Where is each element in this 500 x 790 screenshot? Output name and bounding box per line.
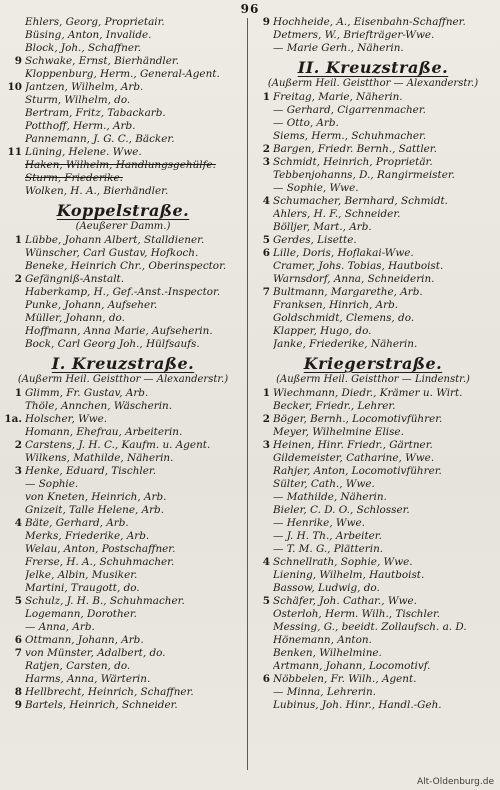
- resident-name: Glimm, Fr. Gustav, Arb.: [25, 387, 149, 399]
- resident-name: Freitag, Marie, Näherin.: [273, 91, 403, 103]
- resident-name: Frerse, H. A., Schuhmacher.: [25, 556, 175, 568]
- directory-entry: [4, 608, 242, 621]
- resident-name: Sülter, Cath., Wwe.: [273, 478, 375, 490]
- directory-entry: [4, 247, 242, 260]
- directory-entry: [252, 208, 494, 221]
- street-heading: I. Kreuzstraße.: [51, 354, 195, 373]
- resident-name: Osterloh, Herm. Wilh., Tischler.: [273, 608, 441, 620]
- resident-name: Goldschmidt, Clemens, do.: [273, 312, 415, 324]
- directory-entry: [252, 543, 494, 556]
- house-number: 4: [262, 195, 270, 207]
- resident-name: Bertram, Fritz, Tabackarb.: [25, 107, 166, 119]
- house-number: 5: [262, 234, 270, 246]
- resident-name: Schnellrath, Sophie, Wwe.: [273, 556, 413, 568]
- resident-name: Ahlers, H. F., Schneider.: [273, 208, 401, 220]
- resident-name: Schwake, Ernst, Bierhändler.: [25, 55, 180, 67]
- directory-entry: [4, 582, 242, 595]
- resident-name: — Otto, Arb.: [273, 117, 339, 129]
- resident-name: Bäte, Gerhard, Arb.: [25, 517, 129, 529]
- house-number: 2: [262, 413, 270, 425]
- directory-entry: [252, 169, 494, 182]
- directory-entry: [4, 68, 242, 81]
- street-subtitle: (Außerm Heil. Geistthor — Alexanderstr.): [267, 78, 479, 89]
- directory-entry: [4, 159, 242, 172]
- resident-name: Hochheide, A., Eisenbahn-Schaffner.: [273, 16, 466, 28]
- street-heading: II. Kreuzstraße.: [297, 58, 449, 77]
- directory-entry: [252, 478, 494, 491]
- column-divider: [247, 18, 248, 770]
- house-number: 1: [14, 387, 22, 399]
- directory-entry: [252, 182, 494, 195]
- resident-name: Bock, Carl Georg Joh., Hülfsaufs.: [25, 338, 200, 350]
- house-number: 1: [14, 234, 22, 246]
- resident-name: — Sophie.: [25, 478, 79, 490]
- directory-entry: [4, 146, 242, 159]
- directory-entry: [4, 286, 242, 299]
- directory-entry: [252, 91, 494, 104]
- directory-entry: [4, 452, 242, 465]
- directory-entry: [4, 338, 242, 351]
- resident-name: Bartels, Heinrich, Schneider.: [25, 699, 178, 711]
- resident-name: Wilkens, Mathilde, Näherin.: [25, 452, 174, 464]
- house-number: 3: [262, 156, 270, 168]
- resident-name: Harms, Anna, Wärterin.: [25, 673, 151, 685]
- directory-entry: [252, 42, 494, 55]
- resident-name: Bassow, Ludwig, do.: [273, 582, 380, 594]
- resident-name: Hönemann, Anton.: [273, 634, 372, 646]
- resident-name: Punke, Johann, Aufseher.: [25, 299, 158, 311]
- resident-name: Lubinus, Joh. Hinr., Handl.-Geh.: [273, 699, 442, 711]
- house-number: 5: [262, 595, 270, 607]
- directory-entry: [4, 107, 242, 120]
- resident-name: Nöbbelen, Fr. Wilh., Agent.: [273, 673, 417, 685]
- directory-entry: [4, 491, 242, 504]
- directory-entry: [252, 400, 494, 413]
- directory-entry: [4, 273, 242, 286]
- directory-entry: [252, 104, 494, 117]
- resident-name: Benken, Wilhelmine.: [273, 647, 382, 659]
- resident-name: Gerdes, Lisette.: [273, 234, 357, 246]
- directory-entry: [252, 221, 494, 234]
- resident-name: Schäfer, Joh. Cathar., Wwe.: [273, 595, 417, 607]
- directory-entry: [4, 595, 242, 608]
- resident-name: Böger, Bernh., Locomotivführer.: [273, 413, 443, 425]
- page-number: 96: [240, 2, 260, 16]
- resident-name: — J. H. Th., Arbeiter.: [273, 530, 382, 542]
- resident-name: — Mathilde, Näherin.: [273, 491, 387, 503]
- resident-name: Rahjer, Anton, Locomotivführer.: [273, 465, 442, 477]
- directory-entry: [252, 312, 494, 325]
- directory-entry: [252, 556, 494, 569]
- house-number: 1: [262, 387, 270, 399]
- directory-entry: [252, 338, 494, 351]
- resident-name: Müller, Johann, do.: [25, 312, 125, 324]
- directory-entry: [4, 55, 242, 68]
- directory-entry: [252, 195, 494, 208]
- directory-entry: [4, 260, 242, 273]
- resident-name: Ratjen, Carsten, do.: [25, 660, 131, 672]
- house-number: 6: [262, 673, 270, 685]
- resident-name: Sturm, Wilhelm, do.: [25, 94, 131, 106]
- directory-entry: [252, 673, 494, 686]
- resident-name: Holscher, Wwe.: [25, 413, 108, 425]
- house-number: 3: [14, 465, 22, 477]
- resident-name: Schumacher, Bernhard, Schmidt.: [273, 195, 448, 207]
- resident-name: Potthoff, Herm., Arb.: [25, 120, 136, 132]
- resident-name: Carstens, J. H. C., Kaufm. u. Agent.: [25, 439, 211, 451]
- resident-name: Jelke, Albin, Musiker.: [25, 569, 138, 581]
- resident-name: Bargen, Friedr. Bernh., Sattler.: [273, 143, 437, 155]
- directory-entry: [252, 582, 494, 595]
- resident-name: Haken, Wilhelm, Handlungsgehülfe.: [25, 159, 216, 171]
- resident-name: Pannemann, J. G. C., Bäcker.: [25, 133, 175, 145]
- directory-entry: [4, 543, 242, 556]
- resident-name: Haberkamp, H., Gef.-Anst.-Inspector.: [25, 286, 221, 298]
- resident-name: Ehlers, Georg, Proprietair.: [25, 16, 165, 28]
- resident-name: Henke, Eduard, Tischler.: [25, 465, 156, 477]
- resident-name: Homann, Ehefrau, Arbeiterin.: [25, 426, 183, 438]
- directory-entry: [252, 465, 494, 478]
- directory-entry: [4, 94, 242, 107]
- resident-name: Logemann, Dorother.: [25, 608, 137, 620]
- directory-entry: [4, 504, 242, 517]
- resident-name: Block, Joh., Schaffner.: [25, 42, 142, 54]
- directory-entry: [4, 81, 242, 94]
- resident-name: Lübbe, Johann Albert, Stalldiener.: [25, 234, 205, 246]
- house-number: 6: [14, 634, 22, 646]
- directory-entry: [4, 42, 242, 55]
- directory-entry: [252, 260, 494, 273]
- resident-name: Janke, Friederike, Näherin.: [273, 338, 418, 350]
- resident-name: Klapper, Hugo, do.: [273, 325, 372, 337]
- directory-entry: [252, 117, 494, 130]
- resident-name: Martini, Traugott, do.: [25, 582, 140, 594]
- resident-name: Bölljer, Mart., Arb.: [273, 221, 372, 233]
- resident-name: von Kneten, Heinrich, Arb.: [25, 491, 167, 503]
- directory-entry: [4, 325, 242, 338]
- resident-name: Detmers, W., Briefträger-Wwe.: [273, 29, 435, 41]
- house-number: 3: [262, 439, 270, 451]
- house-number: 2: [14, 439, 22, 451]
- house-number: 10: [7, 81, 22, 93]
- resident-name: Lüning, Helene. Wwe.: [25, 146, 142, 158]
- directory-entry: [252, 130, 494, 143]
- directory-entry: [252, 569, 494, 582]
- directory-entry: [4, 569, 242, 582]
- resident-name: Lille, Doris, Hoflakai-Wwe.: [273, 247, 414, 259]
- directory-entry: [4, 413, 242, 426]
- house-number: 7: [14, 647, 22, 659]
- resident-name: Schmidt, Heinrich, Proprietär.: [273, 156, 433, 168]
- house-number: 1a.: [4, 413, 22, 425]
- directory-entry: [252, 608, 494, 621]
- directory-entry: [252, 686, 494, 699]
- directory-entry: [4, 478, 242, 491]
- directory-entry: [252, 452, 494, 465]
- house-number: 5: [14, 595, 22, 607]
- directory-entry: [4, 185, 242, 198]
- resident-name: Hellbrecht, Heinrich, Schaffner.: [25, 686, 194, 698]
- street-heading: Kriegerstraße.: [303, 354, 443, 373]
- resident-name: Gildemeister, Catharine, Wwe.: [273, 452, 435, 464]
- resident-name: — Minna, Lehrerin.: [273, 686, 376, 698]
- resident-name: Warnsdorf, Anna, Schneiderin.: [273, 273, 435, 285]
- resident-name: — T. M. G., Plätterin.: [273, 543, 384, 555]
- resident-name: Gefängniß-Anstalt.: [25, 273, 125, 285]
- directory-entry: [252, 387, 494, 400]
- resident-name: Liening, Wilhelm, Hautboist.: [273, 569, 425, 581]
- directory-entry: [4, 686, 242, 699]
- directory-entry: [252, 699, 494, 712]
- directory-entry: [252, 234, 494, 247]
- resident-name: Kloppenburg, Herm., General-Agent.: [25, 68, 220, 80]
- directory-entry: [252, 504, 494, 517]
- house-number: 4: [262, 556, 270, 568]
- directory-entry: [252, 439, 494, 452]
- resident-name: Ottmann, Johann, Arb.: [25, 634, 144, 646]
- resident-name: Thöle, Annchen, Wäscherin.: [25, 400, 173, 412]
- resident-name: Wiechmann, Diedr., Krämer u. Wirt.: [273, 387, 463, 399]
- resident-name: Bieler, C. D. O., Schlosser.: [273, 504, 410, 516]
- right-column: [252, 16, 494, 712]
- left-column: [4, 16, 242, 712]
- directory-entry: [252, 426, 494, 439]
- resident-name: Beneke, Heinrich Chr., Oberinspector.: [25, 260, 227, 272]
- house-number: 9: [262, 16, 270, 28]
- directory-entry: [4, 647, 242, 660]
- resident-name: Tebbenjohanns, D., Rangirmeister.: [273, 169, 455, 181]
- directory-entry: [252, 491, 494, 504]
- directory-entry: [252, 413, 494, 426]
- resident-name: Welau, Anton, Postschaffner.: [25, 543, 176, 555]
- directory-entry: [252, 29, 494, 42]
- directory-entry: [4, 426, 242, 439]
- directory-entry: [4, 29, 242, 42]
- directory-entry: [4, 299, 242, 312]
- directory-entry: [4, 673, 242, 686]
- directory-entry: [4, 621, 242, 634]
- watermark: Alt-Oldenburg.de: [416, 777, 494, 787]
- directory-entry: [4, 699, 242, 712]
- street-subtitle: (Aeußerer Damm.): [75, 221, 171, 232]
- directory-entry: [252, 273, 494, 286]
- directory-entry: [252, 530, 494, 543]
- resident-name: Franksen, Hinrich, Arb.: [273, 299, 399, 311]
- directory-entry: [4, 439, 242, 452]
- resident-name: Wolken, H. A., Bierhändler.: [25, 185, 169, 197]
- directory-entry: [4, 120, 242, 133]
- house-number: 1: [262, 91, 270, 103]
- resident-name: von Münster, Adalbert, do.: [25, 647, 166, 659]
- house-number: 7: [262, 286, 270, 298]
- directory-entry: [4, 465, 242, 478]
- directory-entry: [4, 556, 242, 569]
- resident-name: Merks, Friederike, Arb.: [25, 530, 150, 542]
- resident-name: Bultmann, Margarethe, Arb.: [273, 286, 423, 298]
- resident-name: Becker, Friedr., Lehrer.: [273, 400, 396, 412]
- directory-entry: [4, 172, 242, 185]
- house-number: 4: [14, 517, 22, 529]
- directory-entry: [4, 133, 242, 146]
- street-subtitle: (Außerm Heil. Geistthor — Alexanderstr.): [17, 374, 229, 385]
- resident-name: Heinen, Hinr. Friedr., Gärtner.: [273, 439, 433, 451]
- resident-name: Hoffmann, Anna Marie, Aufseherin.: [25, 325, 213, 337]
- house-number: 2: [14, 273, 22, 285]
- resident-name: — Marie Gerh., Näherin.: [273, 42, 404, 54]
- directory-entry: [252, 634, 494, 647]
- resident-name: Meyer, Wilhelmine Elise.: [273, 426, 404, 438]
- directory-entry: [4, 234, 242, 247]
- resident-name: Artmann, Johann, Locomotivf.: [273, 660, 431, 672]
- resident-name: Büsing, Anton, Invalide.: [25, 29, 152, 41]
- resident-name: Jantzen, Wilhelm, Arb.: [25, 81, 144, 93]
- directory-entry: [252, 16, 494, 29]
- directory-entry: [252, 286, 494, 299]
- directory-entry: [252, 595, 494, 608]
- house-number: 9: [14, 55, 22, 67]
- resident-name: Sturm, Friederike.: [25, 172, 123, 184]
- resident-name: — Anna, Arb.: [25, 621, 95, 633]
- directory-entry: [4, 16, 242, 29]
- directory-entry: [252, 517, 494, 530]
- resident-name: Schulz, J. H. B., Schuhmacher.: [25, 595, 185, 607]
- resident-name: Cramer, Johs. Tobias, Hautboist.: [273, 260, 444, 272]
- directory-entry: [4, 517, 242, 530]
- resident-name: Messing, G., beeidt. Zollaufsch. a. D.: [273, 621, 467, 633]
- directory-entry: [252, 156, 494, 169]
- resident-name: — Henrike, Wwe.: [273, 517, 365, 529]
- directory-entry: [252, 299, 494, 312]
- house-number: 2: [262, 143, 270, 155]
- house-number: 6: [262, 247, 270, 259]
- resident-name: Wünscher, Carl Gustav, Hofkoch.: [25, 247, 199, 259]
- directory-entry: [4, 634, 242, 647]
- directory-entry: [252, 660, 494, 673]
- resident-name: — Gerhard, Cigarrenmacher.: [273, 104, 426, 116]
- street-subtitle: (Außerm Heil. Geistthor — Lindenstr.): [276, 374, 470, 385]
- resident-name: Siems, Herm., Schuhmacher.: [273, 130, 427, 142]
- street-heading: Koppelstraße.: [56, 201, 190, 220]
- resident-name: — Sophie, Wwe.: [273, 182, 359, 194]
- house-number: 8: [14, 686, 22, 698]
- resident-name: Gnizeit, Talle Helene, Arb.: [25, 504, 165, 516]
- directory-entry: [252, 325, 494, 338]
- directory-entry: [252, 647, 494, 660]
- house-number: 11: [7, 146, 22, 158]
- directory-entry: [252, 143, 494, 156]
- directory-entry: [4, 312, 242, 325]
- directory-entry: [252, 247, 494, 260]
- directory-entry: [4, 660, 242, 673]
- house-number: 9: [14, 699, 22, 711]
- directory-entry: [252, 621, 494, 634]
- directory-entry: [4, 387, 242, 400]
- directory-entry: [4, 530, 242, 543]
- directory-entry: [4, 400, 242, 413]
